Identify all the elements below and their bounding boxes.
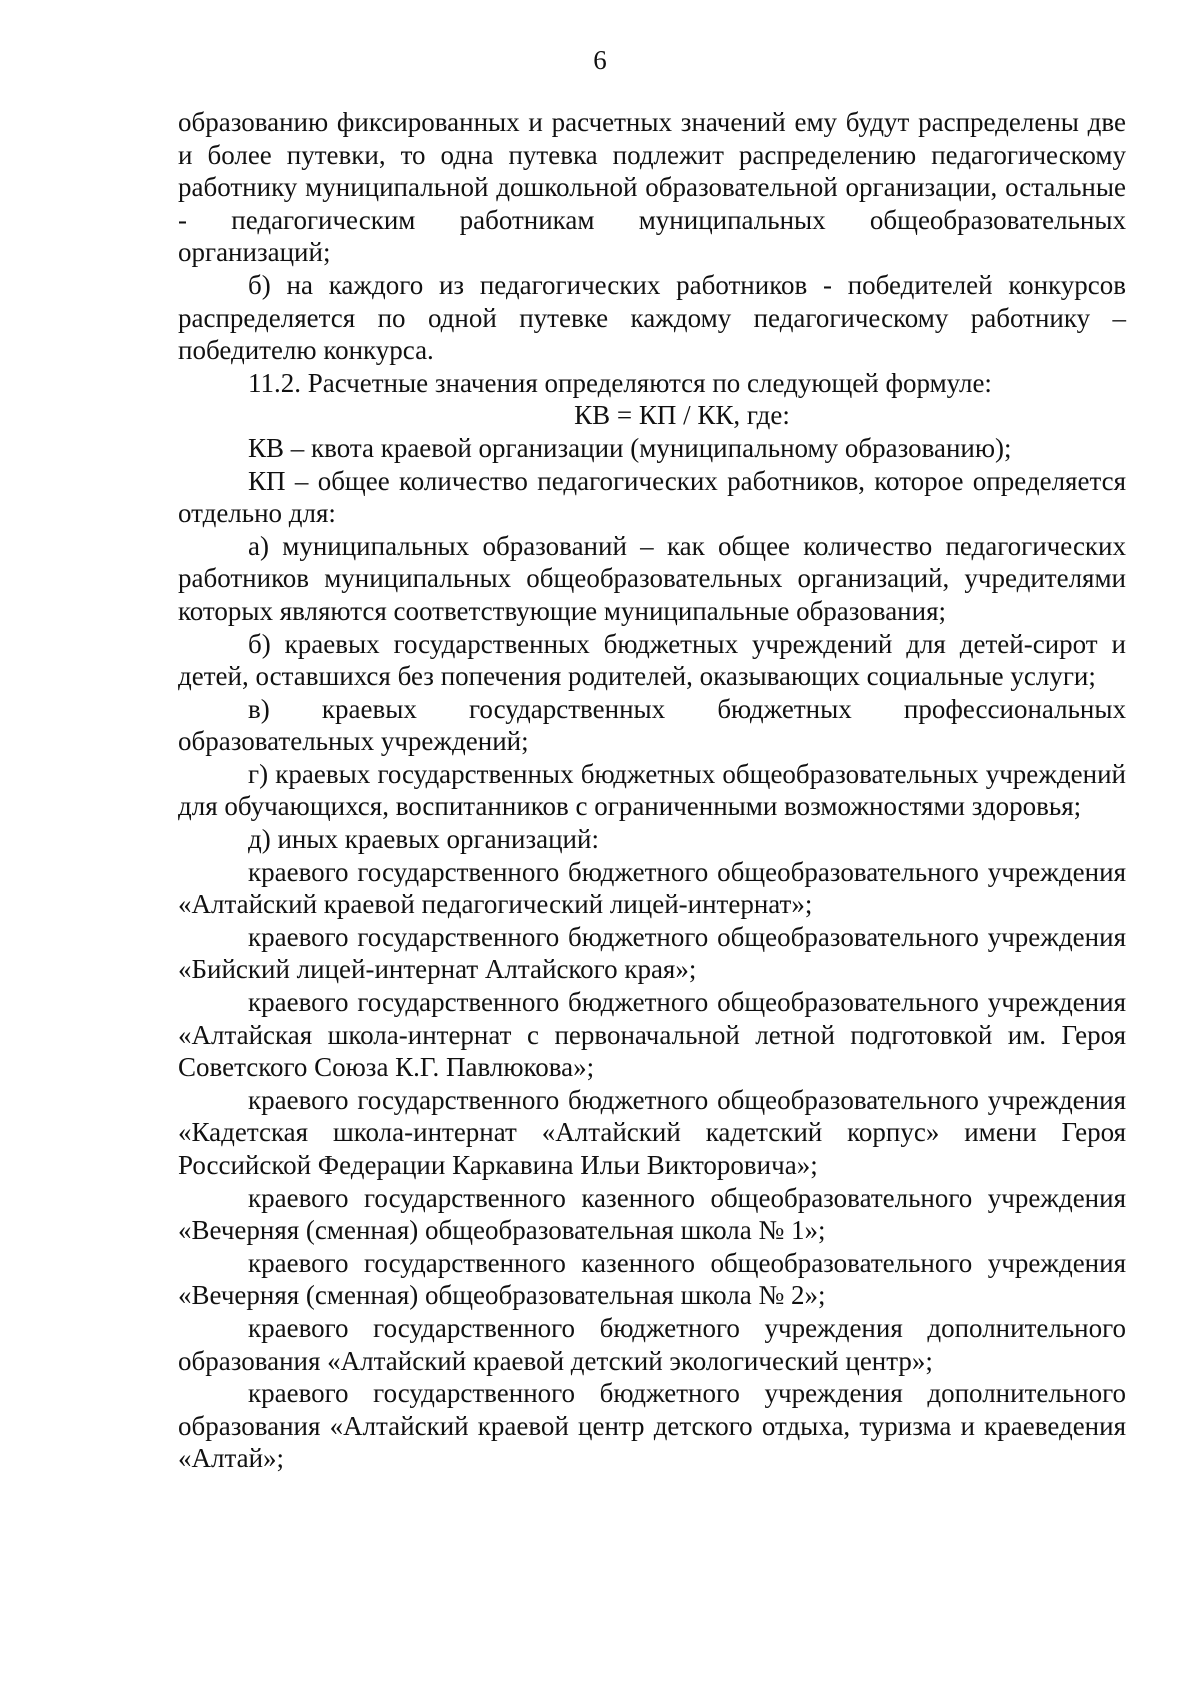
list-item-g: г) краевых государственных бюджетных общеобразовательных учреждений для обучающихся, воспитанников с ограниченными возможностями здоровья;: [178, 758, 1126, 822]
formula: КВ = КП / КК, где:: [574, 400, 790, 431]
document-body: [178, 106, 1126, 1475]
organization-item: краевого государственного бюджетного общеобразовательного учреждения «Кадетская школа-интернат «Алтайский кадетский корпус» имени Героя Российской Федерации Каркавина Ильи Викторовича»;: [178, 1084, 1126, 1180]
list-item-d: д) иных краевых организаций:: [248, 824, 599, 855]
list-item-b: б) краевых государственных бюджетных учреждений для детей-сирот и детей, оставшихся без попечения родителей, оказывающих социальные услуги;: [178, 628, 1126, 692]
list-item-a: а) муниципальных образований – как общее количество педагогических работников муниципальных общеобразовательных организаций, учредителями которых являются соответствующие муниципальные образования;: [178, 530, 1126, 626]
paragraph-11-2: 11.2. Расчетные значения определяются по следующей формуле:: [248, 367, 992, 398]
definition-kv: КВ – квота краевой организации (муниципальному образованию);: [248, 432, 1012, 463]
organization-item: краевого государственного бюджетного общеобразовательного учреждения «Бийский лицей-интернат Алтайского края»;: [178, 921, 1126, 985]
definition-kp: КП – общее количество педагогических работников, которое определяется отдельно для:: [178, 465, 1126, 529]
organization-item: краевого государственного бюджетного общеобразовательного учреждения «Алтайская школа-интернат с первоначальной летной подготовкой им. Героя Советского Союза К.Г. Павлюкова»;: [178, 987, 1126, 1083]
organization-item: краевого государственного бюджетного учреждения дополнительного образования «Алтайский краевой детский экологический центр»;: [178, 1312, 1126, 1376]
paragraph-item-b-winners: б) на каждого из педагогических работников - победителей конкурсов распределяется по одной путевке каждому педагогическому работнику – победителю конкурса.: [178, 269, 1126, 366]
paragraph-continuation: образованию фиксированных и расчетных значений ему будут распределены две и более путевки, то одна путевка подлежит распределению педагогическому работнику муниципальной дошкольной образовательной организации, остальные - педагогическим работникам муниципальных общеобразовательных организаций;: [178, 107, 1126, 268]
organization-item: краевого государственного казенного общеобразовательного учреждения «Вечерняя (сменная) общеобразовательная школа № 2»;: [178, 1247, 1126, 1311]
page-number: 6: [593, 45, 607, 75]
organization-item: краевого государственного бюджетного общеобразовательного учреждения «Алтайский краевой педагогический лицей-интернат»;: [178, 856, 1126, 920]
organization-item: краевого государственного бюджетного учреждения дополнительного образования «Алтайский краевой центр детского отдыха, туризма и краеведения «Алтай»;: [178, 1378, 1126, 1474]
organization-item: краевого государственного казенного общеобразовательного учреждения «Вечерняя (сменная) общеобразовательная школа № 1»;: [178, 1182, 1126, 1246]
list-item-v: в) краевых государственных бюджетных профессиональных образовательных учреждений;: [178, 693, 1126, 757]
